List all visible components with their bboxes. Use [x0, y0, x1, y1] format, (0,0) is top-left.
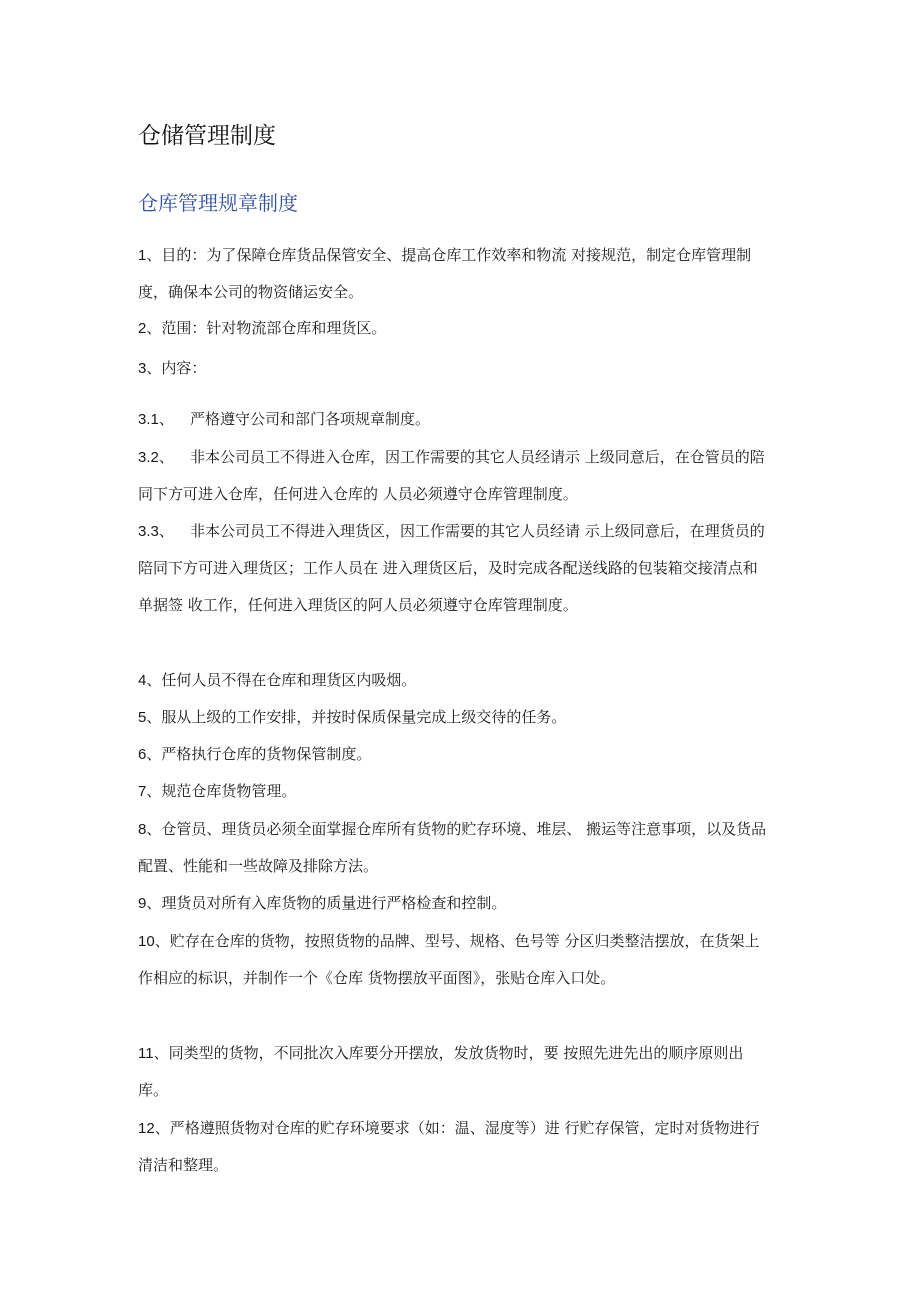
paragraph-number: 7 — [138, 783, 147, 800]
paragraph-3-1 — [138, 401, 770, 438]
paragraph-number: 3 — [138, 360, 147, 377]
paragraph-separator: 、 — [146, 894, 162, 912]
paragraph-text: 理货员对所有入库货物的质量进行严格检查和控制。 — [161, 894, 507, 912]
paragraph-separator: 、 — [146, 319, 162, 337]
paragraph-separator: 、 — [154, 932, 170, 950]
paragraph-3-2 — [138, 439, 770, 513]
paragraph-text: 严格遵照货物对仓库的贮存环境要求（如：温、湿度等）进 行贮存保管，定时对货物进行清洁和整理。 — [138, 1119, 760, 1174]
paragraph-separator: 、 — [146, 246, 162, 264]
paragraph-1 — [138, 237, 770, 311]
document-title: 仓储管理制度 — [138, 123, 276, 149]
paragraph-separator: 、 — [146, 359, 162, 377]
paragraph-4 — [138, 662, 770, 699]
paragraph-separator: 、 — [158, 449, 174, 466]
paragraph-number: 1 — [138, 247, 147, 264]
section-heading: 仓库管理规章制度 — [138, 191, 298, 215]
paragraph-separator: 、 — [153, 1044, 169, 1062]
paragraph-text: 严格执行仓库的货物保管制度。 — [161, 745, 372, 763]
paragraph-number: 11 — [138, 1045, 154, 1062]
paragraph-7 — [138, 773, 770, 810]
paragraph-10 — [138, 923, 770, 997]
paragraph-text: 内容： — [161, 359, 207, 377]
paragraph-separator: 、 — [146, 745, 162, 763]
paragraph-3-3 — [138, 513, 770, 624]
paragraph-text: 服从上级的工作安排，并按时保质保量完成上级交待的任务。 — [161, 708, 567, 726]
paragraph-separator: 、 — [154, 1119, 170, 1137]
paragraph-text: 范围：针对物流部仓库和理货区。 — [161, 319, 387, 337]
paragraph-text: 规范仓库货物管理。 — [161, 782, 297, 800]
paragraph-11 — [138, 1035, 770, 1109]
paragraph-separator: 、 — [146, 708, 162, 726]
paragraph-text: 严格遵守公司和部门各项规章制度。 — [190, 410, 431, 428]
paragraph-text: 非本公司员工不得进入理货区，因工作需要的其它人员经请 示上级同意后，在理货员的陪同下方可进入理货区；工作人员在 进入理货区后，及时完成各配送线路的包装箱交接清点和单据签 收工作，任何进入理货区的阿人员必须遵守仓库管理制度。 — [138, 522, 765, 614]
paragraph-text: 非本公司员工不得进入仓库，因工作需要的其它人员经请示 上级同意后，在仓管员的陪同下方可进入仓库，任何进入仓库的 人员必须遵守仓库管理制度。 — [138, 448, 765, 503]
paragraph-separator: 、 — [146, 820, 162, 838]
paragraph-12 — [138, 1110, 770, 1184]
paragraph-3 — [138, 350, 770, 387]
paragraph-number: 8 — [138, 821, 147, 838]
paragraph-5 — [138, 699, 770, 736]
paragraph-text: 任何人员不得在仓库和理货区内吸烟。 — [161, 671, 417, 689]
paragraph-2 — [138, 310, 770, 347]
paragraph-number: 6 — [138, 746, 147, 763]
paragraph-number: 5 — [138, 709, 147, 726]
paragraph-text: 同类型的货物，不同批次入库要分开摆放，发放货物时，要 按照先进先出的顺序原则出库。 — [138, 1044, 744, 1099]
paragraph-text: 贮存在仓库的货物，按照货物的品牌、型号、规格、色号等 分区归类整洁摆放，在货架上作相应的标识，并制作一个《仓库 货物摆放平面图》，张贴仓库入口处。 — [138, 932, 760, 987]
paragraph-number: 3.2 — [138, 449, 159, 466]
paragraph-number: 12 — [138, 1120, 155, 1137]
paragraph-6 — [138, 736, 770, 773]
paragraph-number: 2 — [138, 320, 147, 337]
paragraph-number: 4 — [138, 672, 147, 689]
paragraph-number: 3.3 — [138, 523, 159, 540]
paragraph-number: 10 — [138, 933, 155, 950]
paragraph-text: 目的：为了保障仓库货品保管安全、提高仓库工作效率和物流 对接规范，制定仓库管理制度，确保本公司的物资储运安全。 — [138, 246, 752, 301]
paragraph-separator: 、 — [158, 523, 174, 540]
paragraph-separator: 、 — [146, 782, 162, 800]
paragraph-separator: 、 — [146, 671, 162, 689]
paragraph-separator: 、 — [158, 411, 174, 428]
paragraph-number: 3.1 — [138, 411, 159, 428]
paragraph-9 — [138, 885, 770, 922]
paragraph-number: 9 — [138, 895, 147, 912]
paragraph-text: 仓管员、理货员必须全面掌握仓库所有货物的贮存环境、堆层、 搬运等注意事项，以及货品配置、性能和一些故障及排除方法。 — [138, 820, 767, 875]
paragraph-8 — [138, 811, 770, 885]
